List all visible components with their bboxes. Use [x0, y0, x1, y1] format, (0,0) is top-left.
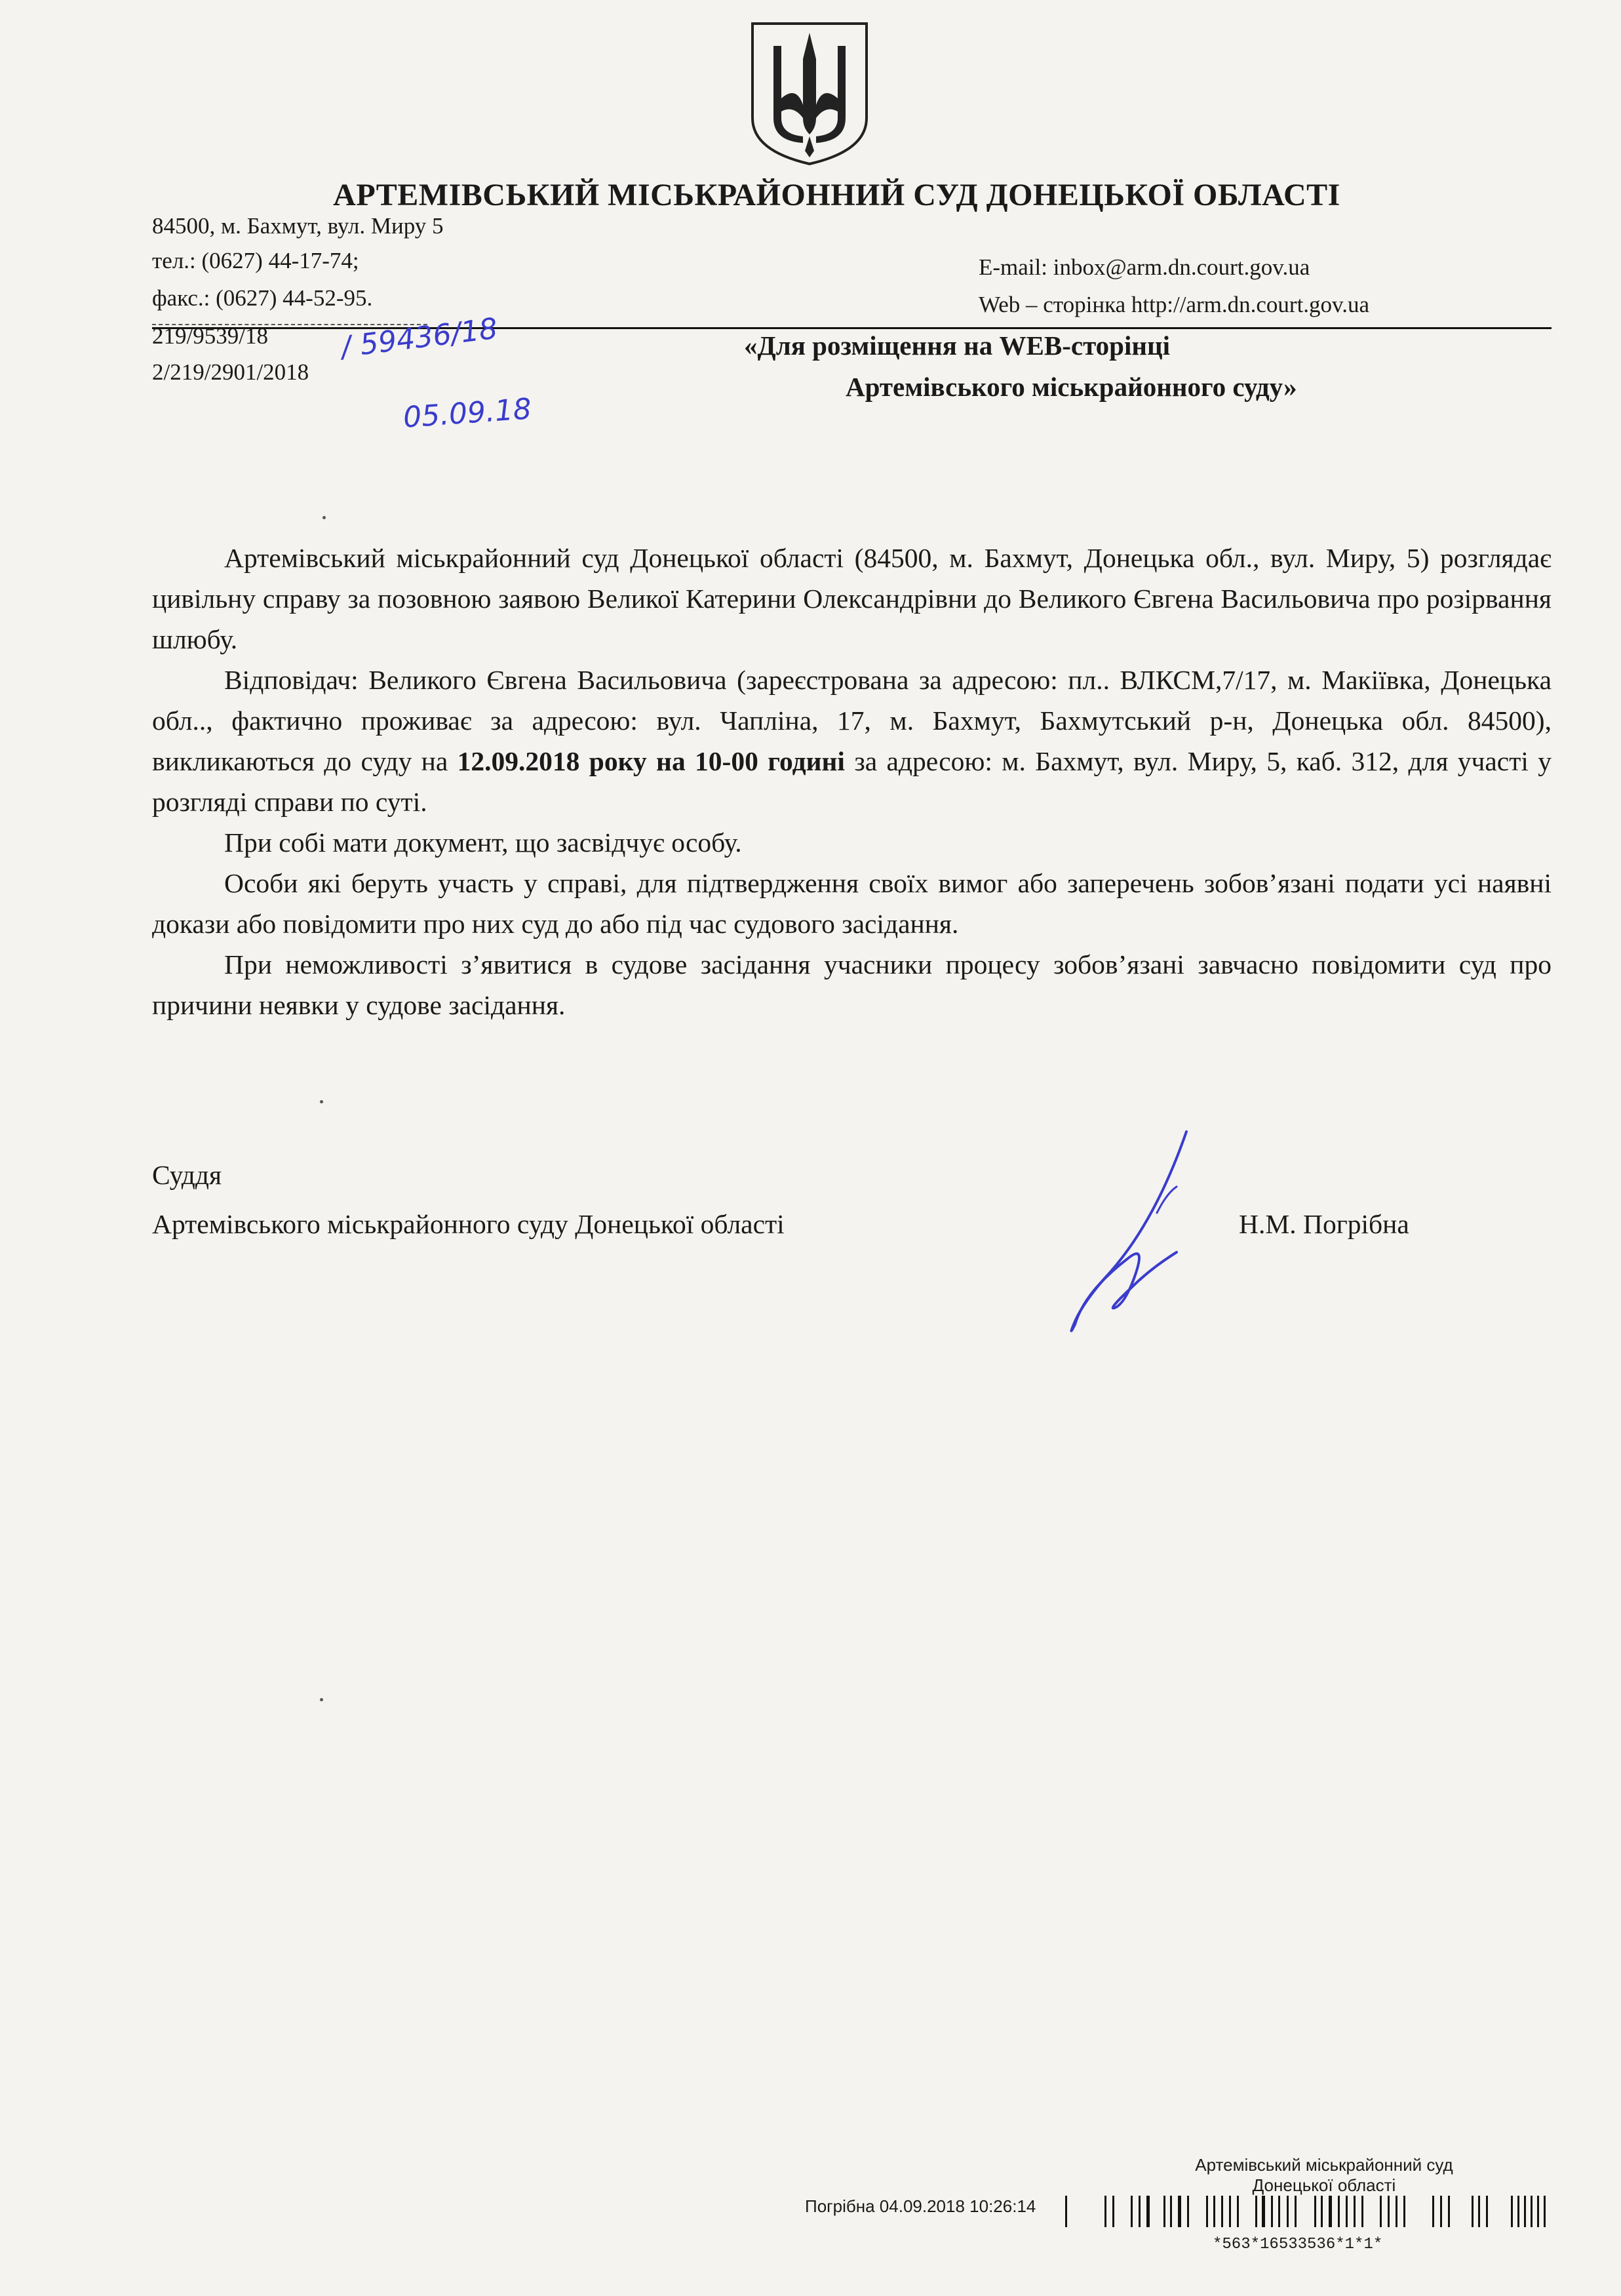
- court-address: 84500, м. Бахмут, вул. Миру 5: [152, 213, 444, 239]
- paragraph-case: Артемівський міськрайонний суд Донецької області (84500, м. Бахмут, Донецька обл., вул. Миру, 5) розглядає цивільну справу за позовною заявою Великої Катерини Олександрівни до Великого Євгена Васильовича про розірвання шлюбу.: [152, 543, 1552, 654]
- stamp-org-line2: Донецької області: [1252, 2175, 1396, 2195]
- paragraph-defendant: Відповідач: Великого Євгена Васильовича (зареєстрована за адресою: пл.. ВЛКСМ,7/17, м. Макіївка, Донецька обл.., фактично проживає за адресою: вул. Чапліна, 17, м. Бахмут, Бахмутський р-н, Донецька обл. 84500), викликаються до суду на 12.09.2018 року на 10-00 годині за адресою: м. Бахмут, вул. Миру, 5, каб. 312, для участі у розгляді справи по суті.: [152, 665, 1552, 817]
- judge-court: Артемівського міськрайонного суду Донецької області: [152, 1209, 785, 1239]
- handwritten-date: 05.09.18: [402, 392, 533, 435]
- court-phone: тел.: (0627) 44-17-74;: [152, 248, 359, 273]
- case-number: 219/9539/18: [152, 323, 268, 349]
- barcode-icon: [1065, 2193, 1550, 2232]
- judge-role: Суддя: [152, 1160, 222, 1190]
- proceeding-number: 2/219/2901/2018: [152, 359, 309, 385]
- paragraph-id-document: При собі мати документ, що засвідчує особу.: [224, 827, 742, 858]
- placement-note-line2: Артемівського міськрайонного суду»: [846, 372, 1297, 402]
- judge-name: Н.М. Погрібна: [1239, 1209, 1409, 1239]
- paragraph-evidence: Особи які беруть участь у справі, для підтвердження своїх вимог або заперечень зобов’язані подати усі наявні докази або повідомити про них суд до або під час судового засідання.: [152, 868, 1552, 939]
- hearing-datetime: 12.09.2018 року на 10-00 годині: [457, 746, 845, 776]
- court-website: Web – сторінка http://arm.dn.court.gov.ua: [979, 292, 1370, 317]
- court-name-title: АРТЕМІВСЬКИЙ МІСЬКРАЙОННИЙ СУД ДОНЕЦЬКОЇ ОБЛАСТІ: [333, 178, 1340, 212]
- notice-body: [152, 538, 1552, 1025]
- speck: [320, 1100, 323, 1103]
- judge-signature-icon: [1036, 1128, 1206, 1337]
- barcode-number: *563*16533536*1*1*: [1213, 2236, 1383, 2253]
- handwritten-registration-number: / 59436/18: [339, 311, 499, 365]
- placement-note-line1: «Для розміщення на WEB-сторінці: [744, 330, 1170, 361]
- court-fax: факс.: (0627) 44-52-95.: [152, 285, 373, 311]
- speck: [322, 516, 326, 519]
- speck: [320, 1698, 323, 1701]
- stamp-org-line1: Артемівський міськрайонний суд: [1195, 2155, 1453, 2175]
- stamp-registered: Погрібна 04.09.2018 10:26:14: [805, 2196, 1036, 2216]
- coat-of-arms-trident-icon: [747, 20, 872, 167]
- paragraph-absence: При неможливості з’явитися в судове засідання учасники процесу зобов’язані завчасно повідомити суд про причини неявки у судове засідання.: [152, 949, 1552, 1020]
- court-email: E-mail: inbox@arm.dn.court.gov.ua: [979, 254, 1310, 280]
